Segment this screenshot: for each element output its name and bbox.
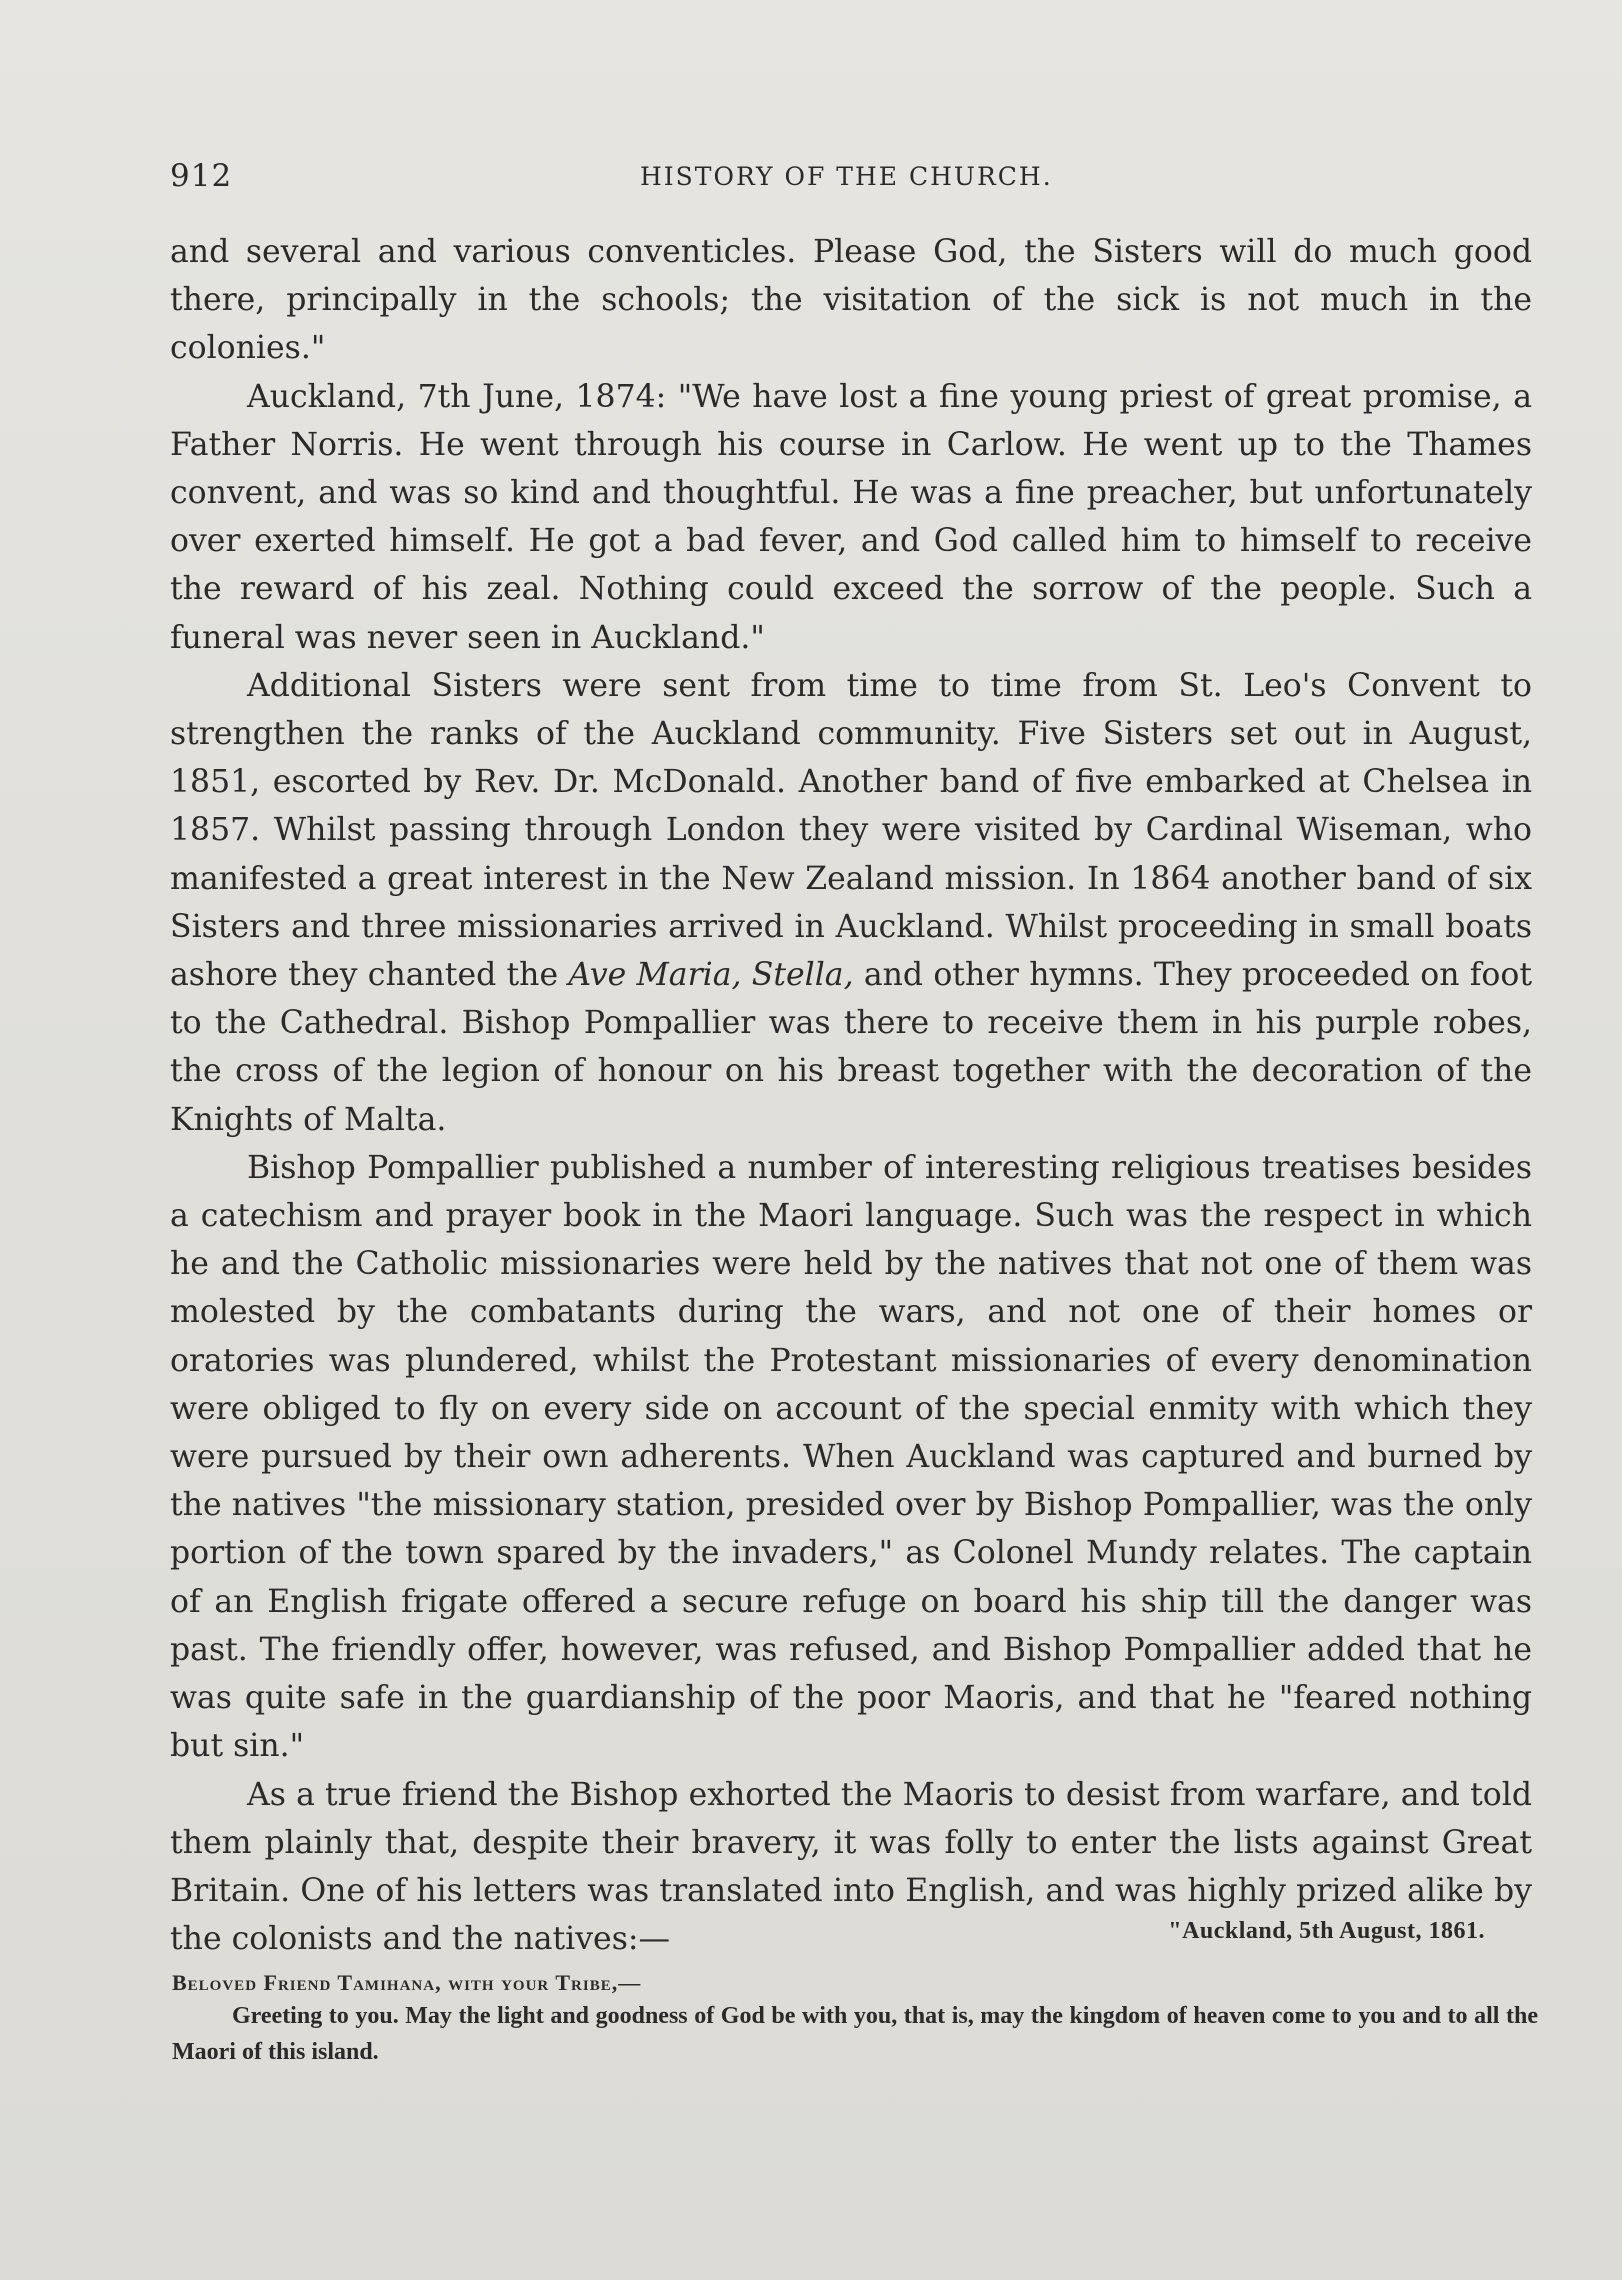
paragraph-bishop-exhorted: As a true friend the Bishop exhorted the Maoris to desist from warfare, and told them plainly that, despite their bravery, it was folly to enter the lists against Great Britain. One of his letters was translated into English, and was highly prized alike by the colonists and the natives:— <box>170 1776 1532 1958</box>
paragraph-additional-sisters <box>170 662 1532 1144</box>
paragraph-text-segment: Additional Sisters were sent from time to time from St. Leo's Convent to strengthen the ranks of the Auckland community. Five Sisters set out in August, 1851, escorted by Rev. Dr. McDonald. Another band of five embarked at Chelsea in 1857. Whilst passing through London they were visited by Cardinal Wiseman, who manifested a great interest in the New Zealand mission. In 1864 another band of six Sisters and three missionaries arrived in Auckland. Whilst proceeding in small boats ashore they chanted the <box>170 667 1532 994</box>
letter-salutation: Beloved Friend Tamihana, with your Tribe,— <box>172 1970 642 1995</box>
page-number: 912 <box>170 158 233 194</box>
paragraph-pompallier-treatises: Bishop Pompallier published a number of interesting religious treatises besides a catechism and prayer book in the Maori language. Such was the respect in which he and the Catholic missionaries were held by the natives that not one of them was molested by the combatants during the wars, and not one of their homes or oratories was plundered, whilst the Protestant missionaries of every denomination were obliged to fly on every side on account of the special enmity with which they were pursued by their own adherents. When Auckland was captured and burned by the natives "the missionary station, presided over by Bishop Pompallier, was the only portion of the town spared by the invaders," as Colonel Mundy relates. The captain of an English frigate offered a secure refuge on board his ship till the danger was past. The friendly offer, however, was refused, and Bishop Pompallier added that he was quite safe in the guardianship of the poor Maoris, and that he "feared nothing but sin." <box>170 1149 1532 1765</box>
letter-dateline: "Auckland, 5th August, 1861. <box>1168 1918 1485 1944</box>
paragraph-norris-letter: Auckland, 7th June, 1874: "We have lost a fine young priest of great promise, a Father Norris. He went through his course in Carlow. He went up to the Thames convent, and was so kind and thoughtful. He was a fine preacher, but unfortunately over exerted himself. He got a bad fever, and God called him to himself to receive the reward of his zeal. Nothing could exceed the sorrow of the people. Such a funeral was never seen in Auckland." <box>170 378 1532 656</box>
body-text <box>170 228 1532 1963</box>
running-head <box>170 158 1530 202</box>
paragraph-text-segment: and other hymns. They proceeded on foot to the Cathedral. Bishop Pompallier was there to receive them in his purple robes, the cross of the legion of honour on his breast together with the decoration of the Knights of Malta. <box>170 957 1532 1138</box>
paragraph-continuation: and several and various conventicles. Please God, the Sisters will do much good there, principally in the schools; the visitation of the sick is not much in the colonies." <box>170 234 1532 367</box>
letter-body: Greeting to you. May the light and goodness of God be with you, that is, may the kingdom of heaven come to you and to all the Maori of this island. <box>172 2003 1538 2065</box>
running-title: HISTORY OF THE CHURCH. <box>640 162 1053 191</box>
hymn-titles: Ave Maria, Stella, <box>568 957 854 994</box>
